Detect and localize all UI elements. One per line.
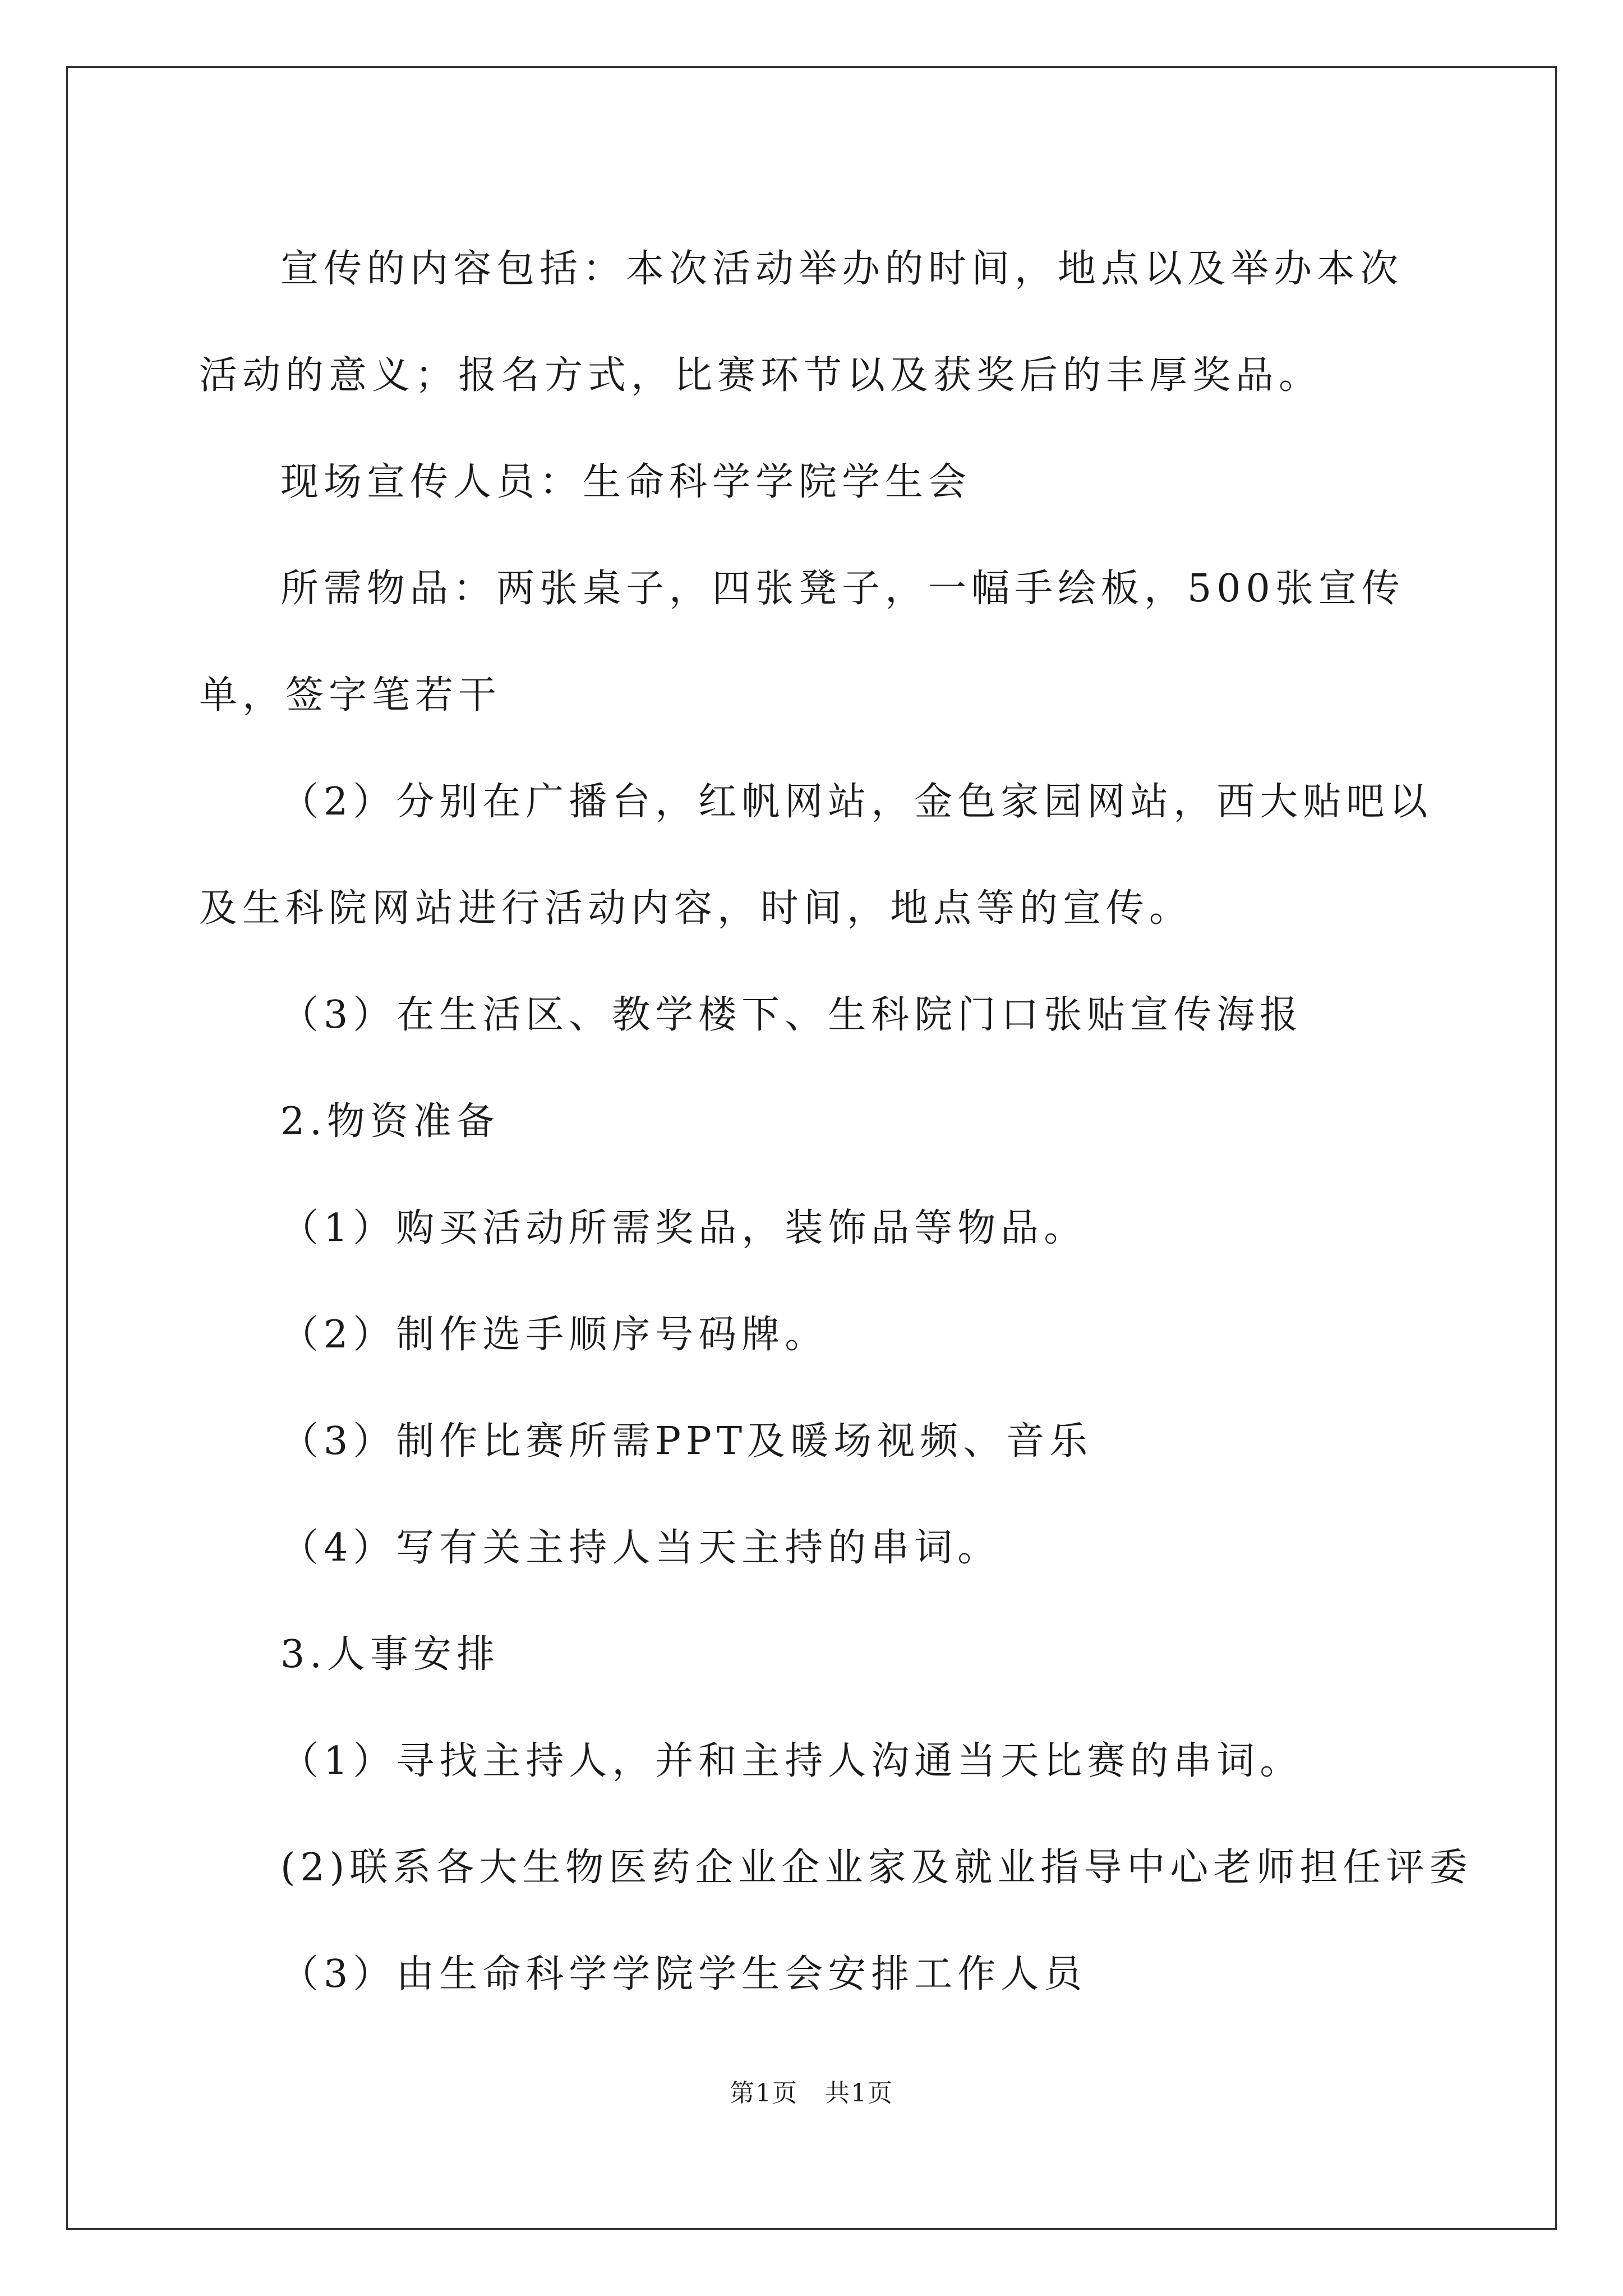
paragraph: (2)联系各大生物医药企业企业家及就业指导中心老师担任评委 (280, 1846, 1473, 1890)
paragraph: （3）在生活区、教学楼下、生科院门口张贴宣传海报 (280, 993, 1303, 1037)
paragraph: 现场宣传人员：生命科学学院学生会 (280, 460, 972, 504)
paragraph: （1）寻找主持人，并和主持人沟通当天比赛的串词。 (280, 1739, 1303, 1783)
paragraph: （3）制作比赛所需PPT及暖场视频、音乐 (280, 1419, 1093, 1464)
page-number: 第1页 (730, 2079, 798, 2108)
page-total: 共1页 (825, 2079, 893, 2108)
document-body (199, 216, 1473, 2028)
paragraph: （2）分别在广播台，红帆网站，金色家园网站，西大贴吧以及生科院网站进行活动内容，时间，地点等的宣传。 (199, 780, 1433, 931)
paragraph: 所需物品：两张桌子，四张凳子，一幅手绘板，500张宣传单，签字笔若干 (199, 567, 1405, 717)
paragraph: （4）写有关主持人当天主持的串词。 (280, 1526, 1001, 1570)
paragraph: （1）购买活动所需奖品，装饰品等物品。 (280, 1206, 1087, 1250)
paragraph: 宣传的内容包括：本次活动举办的时间，地点以及举办本次活动的意义；报名方式，比赛环节以及获奖后的丰厚奖品。 (199, 247, 1404, 398)
page-footer (0, 2073, 1623, 2109)
paragraph: 3.人事安排 (280, 1632, 500, 1677)
paragraph: 2.物资准备 (280, 1099, 500, 1144)
paragraph: （2）制作选手顺序号码牌。 (280, 1313, 828, 1357)
paragraph: （3）由生命科学学院学生会安排工作人员 (280, 1952, 1087, 1996)
